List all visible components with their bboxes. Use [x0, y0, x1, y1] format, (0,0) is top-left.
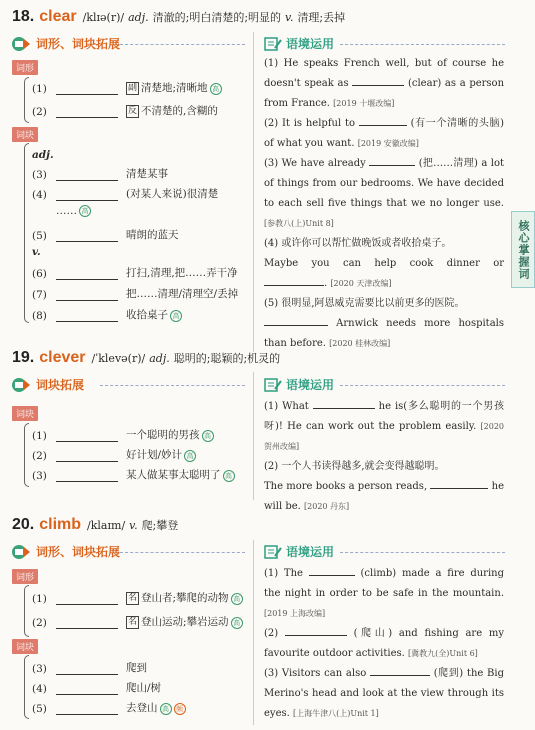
column-divider — [253, 32, 254, 352]
exercise: (2) (爬山) and fishing are my favourite outdoor activities. [冀教九(全)Unit 6] — [264, 628, 504, 659]
answer-blank[interactable] — [430, 479, 488, 489]
column-divider — [253, 372, 254, 500]
exercise: (1) He speaks French well, but of course he doesn't speak as (clear) as a person from France. [2019 十堰改编] — [264, 58, 505, 109]
meaning: 爬;攀登 — [141, 519, 179, 532]
pos-label: v. — [32, 246, 41, 258]
answer-blank[interactable] — [359, 116, 407, 126]
vocab-row: (6) 打扫,清理,把……弄干净 — [32, 267, 238, 280]
vocab-row: (5) 晴朗的蓝天 — [32, 229, 179, 242]
exercise: (1) The (climb) made a fire during the night in order to be safe in the mountain. [2019 上海改编] — [264, 568, 504, 618]
answer-blank[interactable] — [56, 704, 118, 715]
answer-blank[interactable] — [56, 311, 118, 322]
vocab-row: (2) 名 登山运动;攀岩运动 高 — [32, 614, 243, 629]
vocab-row: (5) 去登山 高 频 — [32, 700, 186, 715]
answer-blank[interactable] — [56, 594, 118, 605]
tag-chunk: 词块 — [12, 127, 38, 142]
section-header-usage: 语境运用 — [264, 543, 334, 560]
section-header-vocab: 词形、词块拓展 — [12, 543, 120, 560]
answer-blank[interactable] — [285, 626, 347, 636]
phonetic: /ˈklevə(r)/ — [91, 352, 146, 365]
answer-blank[interactable] — [56, 269, 118, 280]
vocab-row: (1) 副 清楚地;清晰地 高 — [32, 80, 222, 95]
book-icon — [12, 544, 32, 560]
brace — [24, 655, 29, 719]
section-header-vocab: 词块拓展 — [12, 376, 84, 393]
tag-chunk: 词块 — [12, 406, 38, 421]
part-of-speech: adj. — [128, 11, 149, 24]
headword: climb — [39, 516, 82, 533]
tag-chunk: 词块 — [12, 639, 38, 654]
section-header-usage: 语境运用 — [264, 35, 334, 52]
phonetic: /klɪə(r)/ — [82, 11, 125, 24]
meaning: 聪明的;聪颖的;机灵的 — [173, 352, 281, 365]
column-divider — [253, 540, 254, 725]
phonetic: /klaɪm/ — [87, 519, 126, 532]
brace — [24, 585, 29, 637]
brace — [24, 77, 29, 123]
headword: clever — [39, 349, 86, 366]
entry-number: 20. — [12, 516, 35, 533]
answer-blank[interactable] — [56, 290, 118, 301]
vocab-row: (4) (对某人来说)很清楚 — [32, 188, 219, 201]
answer-blank[interactable] — [56, 451, 118, 462]
divider — [120, 44, 245, 46]
answer-blank[interactable] — [56, 664, 118, 675]
divider — [340, 385, 505, 387]
entry-number: 19. — [12, 349, 35, 366]
answer-blank[interactable] — [56, 170, 118, 181]
headword: clear — [39, 8, 77, 25]
meaning: 清理;丢掉 — [297, 11, 346, 24]
exercise: (2) 一个人书读得越多,就会变得越聪明。 The more books a person reads, he will be. [2020 丹东] — [264, 461, 504, 512]
answer-blank[interactable] — [56, 471, 118, 482]
entry-19-header — [12, 349, 280, 367]
sidebar-tab: 核心掌握词 — [511, 211, 535, 288]
divider — [340, 44, 505, 46]
vocab-row: (3) 爬到 — [32, 662, 147, 675]
divider — [120, 552, 245, 554]
entry-18-header — [12, 8, 345, 26]
notepad-icon — [264, 36, 282, 52]
answer-blank[interactable] — [56, 431, 118, 442]
answer-blank[interactable] — [309, 566, 355, 576]
part-of-speech: v. — [285, 11, 294, 24]
tag-form: 词形 — [12, 569, 38, 584]
answer-blank[interactable] — [313, 399, 375, 409]
answer-blank[interactable] — [56, 190, 118, 201]
answer-blank[interactable] — [264, 276, 324, 286]
vocab-row: (3) 某人做某事太聪明了 高 — [32, 467, 235, 482]
answer-blank[interactable] — [56, 231, 118, 242]
vocab-row-cont: …… 高 — [56, 205, 91, 217]
part-of-speech: v. — [129, 519, 138, 532]
vocab-row: (1) 一个聪明的男孩 高 — [32, 427, 214, 442]
tag-form: 词形 — [12, 60, 38, 75]
vocab-row: (2) 好计划/妙计 高 — [32, 447, 196, 462]
brace — [24, 143, 29, 323]
vocab-row: (8) 收拾桌子 高 — [32, 307, 182, 322]
answer-blank[interactable] — [56, 618, 118, 629]
answer-blank[interactable] — [56, 684, 118, 695]
answer-blank[interactable] — [56, 84, 118, 95]
vocab-row: (3) 清楚某事 — [32, 168, 168, 181]
part-of-speech: adj. — [149, 352, 170, 365]
section-header-usage: 语境运用 — [264, 376, 334, 393]
usage-exercises-18 — [264, 54, 504, 354]
divider — [100, 385, 245, 387]
answer-blank[interactable] — [264, 316, 328, 326]
book-icon — [12, 36, 32, 52]
exercise: (5) 很明显,阿恩威克需要比以前更多的医院。 Arnwick needs more hospitals than before. [2020 桂林改编] — [264, 298, 504, 349]
exercise: (3) Visitors can also (爬到) the Big Merino's head and look at the view through its eyes. [上海牛津八(上)Unit 1] — [264, 668, 504, 719]
answer-blank[interactable] — [56, 107, 118, 118]
brace — [24, 423, 29, 487]
vocab-row: (7) 把……清理/清理空/丢掉 — [32, 288, 239, 301]
answer-blank[interactable] — [369, 156, 415, 166]
entry-20-header — [12, 516, 178, 534]
exercise: (1) What he is(多么聪明的一个男孩呀)! He can work out the problem easily. [2020 贺州改编] — [264, 401, 504, 451]
meaning: 清澈的;明白清楚的;明显的 — [152, 11, 282, 24]
section-header-vocab: 词形、词块拓展 — [12, 35, 120, 52]
notepad-icon — [264, 544, 282, 560]
vocab-row: (4) 爬山/树 — [32, 682, 162, 695]
usage-exercises-20 — [264, 564, 504, 724]
entry-number: 18. — [12, 8, 35, 25]
book-icon — [12, 377, 32, 393]
pos-label: adj. — [32, 149, 54, 161]
exercise: (2) It is helpful to (有一个清晰的头脑) of what you want. [2019 安徽改编] — [264, 118, 505, 149]
exercise: (3) We have already (把……清理) a lot of things from our bedrooms. We have decided to each sell five things that we no longer use. [参教八(上)Unit 8] — [264, 158, 505, 228]
divider — [340, 552, 505, 554]
answer-blank[interactable] — [370, 666, 430, 676]
answer-blank[interactable] — [352, 76, 404, 86]
usage-exercises-19 — [264, 397, 504, 517]
notepad-icon — [264, 377, 282, 393]
vocab-row: (2) 反 不清楚的,含糊的 — [32, 105, 218, 118]
vocab-row: (1) 名 登山者;攀爬的动物 高 — [32, 590, 243, 605]
exercise: (4) 或许你可以帮忙做晚饭或者收拾桌子。 Maybe you can help cook dinner or . [2020 天津改编] — [264, 238, 504, 289]
